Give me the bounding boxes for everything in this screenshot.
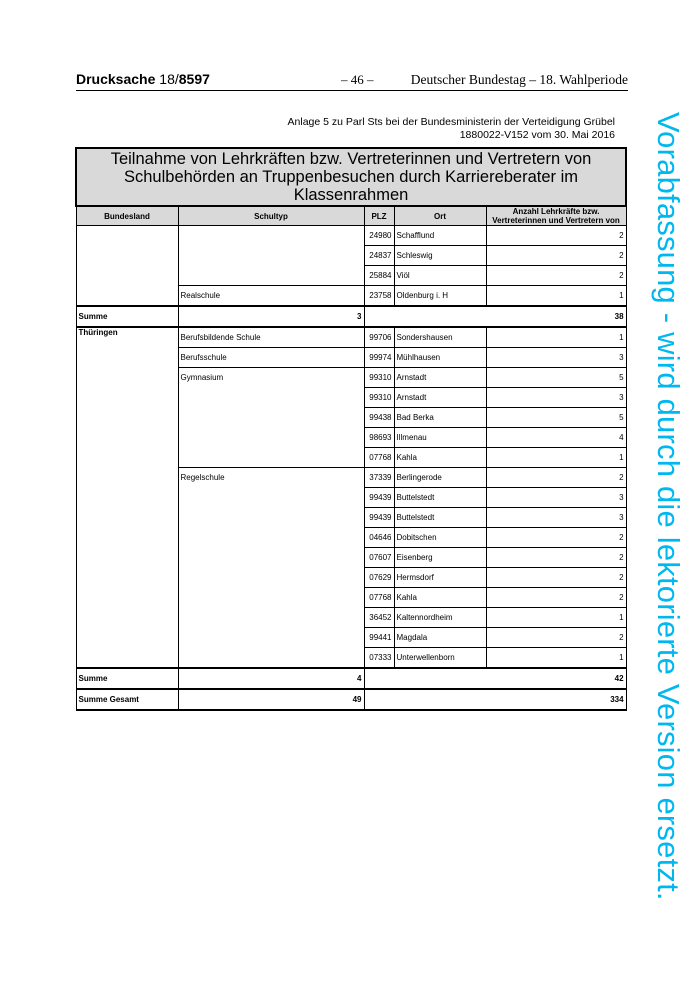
schultyp-cell (178, 246, 364, 266)
ort-cell: Bad Berka (394, 408, 486, 428)
col-header-plz: PLZ (364, 206, 394, 226)
schultyp-cell (178, 628, 364, 648)
anzahl-cell: 1 (486, 327, 626, 348)
plz-cell: 99439 (364, 508, 394, 528)
plz-cell: 24837 (364, 246, 394, 266)
ort-cell: Schafflund (394, 226, 486, 246)
anzahl-cell: 1 (486, 648, 626, 669)
anzahl-cell: 2 (486, 266, 626, 286)
schultyp-cell (178, 488, 364, 508)
schultyp-cell (178, 568, 364, 588)
ort-cell: Schleswig (394, 246, 486, 266)
ort-cell: Kaltennordheim (394, 608, 486, 628)
schultyp-cell (178, 528, 364, 548)
ort-cell: Magdala (394, 628, 486, 648)
header-row (76, 206, 626, 226)
anzahl-cell: 2 (486, 548, 626, 568)
anzahl-cell: 3 (486, 488, 626, 508)
schultyp-cell (178, 588, 364, 608)
sum-schultyp-count: 4 (178, 668, 364, 689)
anlage-line-1: Anlage 5 zu Parl Sts bei der Bundesministerin der Verteidigung Grübel (287, 116, 615, 128)
col-header-bundesland: Bundesland (76, 206, 178, 226)
plz-cell: 25884 (364, 266, 394, 286)
schultyp-cell (178, 508, 364, 528)
plz-cell: 99441 (364, 628, 394, 648)
sum-total: 334 (364, 689, 626, 710)
ort-cell: Mühlhausen (394, 348, 486, 368)
schultyp-cell: Gymnasium (178, 368, 364, 388)
col-header-ort: Ort (394, 206, 486, 226)
schultyp-cell (178, 608, 364, 628)
ort-cell: Kahla (394, 448, 486, 468)
plz-cell: 04646 (364, 528, 394, 548)
plz-cell: 07768 (364, 588, 394, 608)
table-body (76, 148, 626, 710)
schultyp-cell: Regelschule (178, 468, 364, 488)
bundesland-cell: Thüringen (76, 327, 178, 668)
sum-label: Summe (76, 668, 178, 689)
col-header-anzahl: Anzahl Lehrkräfte bzw. Vertreterinnen und Vertretern von (486, 206, 626, 226)
schultyp-cell: Berufsschule (178, 348, 364, 368)
plz-cell: 99706 (364, 327, 394, 348)
anlage-note (288, 116, 615, 142)
anzahl-cell: 1 (486, 608, 626, 628)
schultyp-cell (178, 388, 364, 408)
sum-row (76, 668, 626, 689)
anzahl-cell: 2 (486, 226, 626, 246)
sum-schultyp-count: 49 (178, 689, 364, 710)
sum-total-row (76, 689, 626, 710)
page-header (76, 71, 628, 91)
ort-cell: Arnstadt (394, 388, 486, 408)
sum-schultyp-count: 3 (178, 306, 364, 327)
anzahl-cell: 2 (486, 628, 626, 648)
sum-total: 42 (364, 668, 626, 689)
schultyp-cell: Berufsbildende Schule (178, 327, 364, 348)
anzahl-cell: 2 (486, 588, 626, 608)
ort-cell: Viöl (394, 266, 486, 286)
sum-label: Summe (76, 306, 178, 327)
ort-cell: Eisenberg (394, 548, 486, 568)
ort-cell: Kahla (394, 588, 486, 608)
ort-cell: Buttelstedt (394, 508, 486, 528)
anzahl-cell: 2 (486, 528, 626, 548)
table-row (76, 226, 626, 246)
page-number: – 46 – (341, 72, 374, 87)
header-right: Deutscher Bundestag – 18. Wahlperiode (410, 72, 628, 87)
plz-cell: 99439 (364, 488, 394, 508)
anzahl-cell: 5 (486, 368, 626, 388)
anzahl-cell: 2 (486, 568, 626, 588)
anzahl-cell: 1 (486, 286, 626, 307)
ort-cell: Unterwellenborn (394, 648, 486, 669)
anlage-line-2: 1880022-V152 vom 30. Mai 2016 (459, 129, 615, 141)
plz-cell: 99310 (364, 388, 394, 408)
schultyp-cell (178, 408, 364, 428)
schultyp-cell (178, 226, 364, 246)
ort-cell: Buttelstedt (394, 488, 486, 508)
drucksache-number (76, 71, 210, 87)
schultyp-cell (178, 548, 364, 568)
plz-cell: 99310 (364, 368, 394, 388)
plz-cell: 99438 (364, 408, 394, 428)
plz-cell: 07607 (364, 548, 394, 568)
ort-cell: Hermsdorf (394, 568, 486, 588)
drucksache-num: 8597 (178, 71, 210, 87)
bundesland-cell (76, 226, 178, 307)
schultyp-cell (178, 648, 364, 669)
schultyp-cell: Realschule (178, 286, 364, 307)
ort-cell: Illmenau (394, 428, 486, 448)
col-header-schultyp: Schultyp (178, 206, 364, 226)
schultyp-cell (178, 266, 364, 286)
plz-cell: 07629 (364, 568, 394, 588)
ort-cell: Oldenburg i. H (394, 286, 486, 307)
anzahl-cell: 3 (486, 348, 626, 368)
anzahl-cell: 2 (486, 468, 626, 488)
ort-cell: Arnstadt (394, 368, 486, 388)
title-row (76, 148, 626, 206)
plz-cell: 36452 (364, 608, 394, 628)
anzahl-cell: 2 (486, 246, 626, 266)
drucksache-prefix: 18/ (159, 71, 179, 87)
anzahl-cell: 1 (486, 448, 626, 468)
plz-cell: 37339 (364, 468, 394, 488)
plz-cell: 99974 (364, 348, 394, 368)
anzahl-cell: 3 (486, 508, 626, 528)
ort-cell: Sondershausen (394, 327, 486, 348)
table-wrapper (75, 147, 625, 711)
data-table (75, 147, 627, 711)
anzahl-cell: 5 (486, 408, 626, 428)
plz-cell: 23758 (364, 286, 394, 307)
sum-total: 38 (364, 306, 626, 327)
plz-cell: 07333 (364, 648, 394, 669)
ort-cell: Berlingerode (394, 468, 486, 488)
table-title: Teilnahme von Lehrkräften bzw. Vertreterinnen und Vertretern von Schulbehörden an Truppenbesuchen durch Karriereberater im Klassenrahmen (76, 148, 626, 206)
schultyp-cell (178, 448, 364, 468)
plz-cell: 24980 (364, 226, 394, 246)
sum-row (76, 306, 626, 327)
plz-cell: 98693 (364, 428, 394, 448)
schultyp-cell (178, 428, 364, 448)
header-rule (76, 90, 628, 91)
draft-watermark: Vorabfassung - wird durch die lektorierte Version ersetzt. (651, 112, 686, 901)
sum-label: Summe Gesamt (76, 689, 178, 710)
anzahl-cell: 3 (486, 388, 626, 408)
drucksache-label: Drucksache (76, 71, 156, 87)
anzahl-cell: 4 (486, 428, 626, 448)
ort-cell: Dobitschen (394, 528, 486, 548)
table-row (76, 327, 626, 348)
plz-cell: 07768 (364, 448, 394, 468)
